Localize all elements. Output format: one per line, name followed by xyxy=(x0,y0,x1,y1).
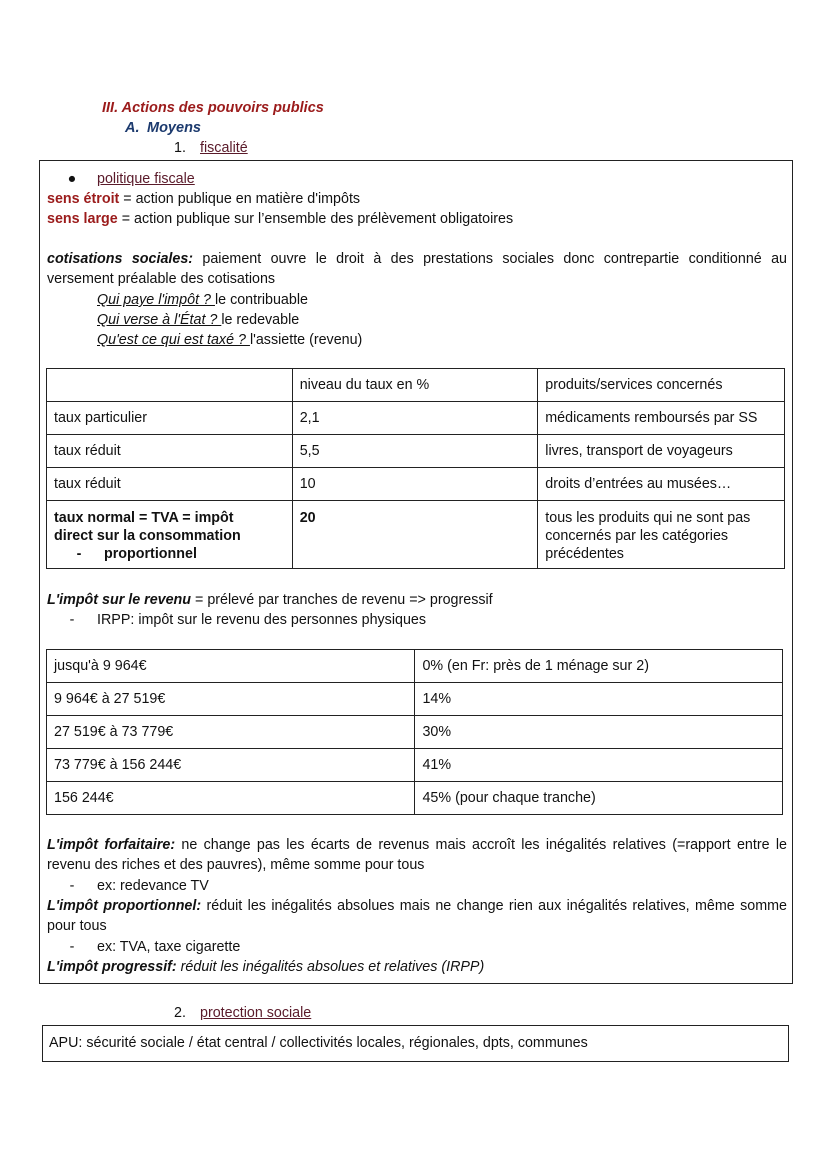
proportionnel-example: ex: TVA, taxe cigarette xyxy=(97,939,241,955)
question-1: Qui paye l'impôt ? xyxy=(97,292,215,308)
table-cell: taux réduit xyxy=(47,435,293,468)
progressif-term: L'impôt progressif: xyxy=(47,959,177,975)
table-cell: 27 519€ à 73 779€ xyxy=(47,716,415,749)
apu-line: APU: sécurité sociale / état central / collectivités locales, régionales, dpts, communes xyxy=(49,1035,588,1051)
dash-marker: - xyxy=(76,546,82,562)
table-row xyxy=(47,468,785,501)
taux-normal-line-2: direct sur la consommation xyxy=(54,528,241,544)
item-label-fiscalite: fiscalité xyxy=(200,140,248,156)
question-line-1 xyxy=(97,290,828,310)
forfaitaire-def: ne change pas les écarts de revenus mais accroît les inégalités relatives (=rapport entre le revenu des riches et des pauvres), même somme pour tous xyxy=(47,837,787,873)
irpp-term: L'impôt sur le revenu xyxy=(47,592,192,608)
dash-marker: - xyxy=(69,612,75,628)
subsection-heading xyxy=(125,120,201,136)
table-cell: droits d’entrées au musées… xyxy=(538,468,785,501)
question-2: Qui verse à l'État ? xyxy=(97,312,222,328)
table-header: niveau du taux en % xyxy=(292,369,538,402)
proportionnel-def: réduit les inégalités absolues mais ne change rien aux inégalités relatives, même somme pour tous xyxy=(47,898,787,934)
forfaitaire-term: L'impôt forfaitaire: xyxy=(47,837,176,853)
irpp-table xyxy=(46,649,783,815)
table-row xyxy=(47,683,783,716)
table-row xyxy=(47,716,783,749)
table-row xyxy=(47,402,785,435)
table-cell: 45% (pour chaque tranche) xyxy=(415,782,783,815)
table-header: produits/services concernés xyxy=(538,369,785,402)
table-cell: 14% xyxy=(415,683,783,716)
table-cell: 9 964€ à 27 519€ xyxy=(47,683,415,716)
table-cell: 5,5 xyxy=(292,435,538,468)
forfaitaire-example-line xyxy=(47,876,787,896)
item-heading-protection-sociale xyxy=(174,1005,311,1021)
table-cell: 41% xyxy=(415,749,783,782)
taux-normal-rate: 20 xyxy=(292,501,538,569)
table-cell: 2,1 xyxy=(292,402,538,435)
table-cell: jusqu'à 9 964€ xyxy=(47,650,415,683)
table-cell: 30% xyxy=(415,716,783,749)
irpp-sub: IRPP: impôt sur le revenu des personnes physiques xyxy=(97,612,427,628)
answer-1: le contribuable xyxy=(214,292,308,308)
question-line-3 xyxy=(97,330,828,350)
sens-etroit-def: = action publique en matière d'impôts xyxy=(119,191,361,207)
table-row xyxy=(47,650,783,683)
cotisations-paragraph xyxy=(47,249,787,289)
irpp-def: = prélevé par tranches de revenu => progressif xyxy=(191,592,493,608)
table-row xyxy=(47,435,785,468)
table-row xyxy=(47,782,783,815)
taux-normal-label xyxy=(47,501,293,569)
question-line-2 xyxy=(97,310,828,330)
proportionnel-paragraph xyxy=(47,896,787,936)
cotisations-term: cotisations sociales: xyxy=(47,251,194,267)
progressif-line xyxy=(47,957,787,977)
sens-large-line xyxy=(47,209,787,229)
progressif-def: réduit les inégalités absolues et relatives (IRPP) xyxy=(176,959,485,975)
sens-etroit-term: sens étroit xyxy=(47,191,120,207)
forfaitaire-example: ex: redevance TV xyxy=(97,878,209,894)
section-heading: III. Actions des pouvoirs publics xyxy=(102,100,324,116)
answer-3: l'assiette (revenu) xyxy=(249,332,363,348)
proportionnel-term: L'impôt proportionnel: xyxy=(47,898,202,914)
table-row xyxy=(47,749,783,782)
sens-large-def: = action publique sur l’ensemble des prélèvement obligatoires xyxy=(117,211,514,227)
subsection-number: A. xyxy=(125,120,140,136)
sens-etroit-line xyxy=(47,189,787,209)
tva-header-row xyxy=(47,369,785,402)
item-number: 1. xyxy=(174,140,186,156)
table-cell: 10 xyxy=(292,468,538,501)
proportionnel-example-line xyxy=(47,937,787,957)
subsection-label: Moyens xyxy=(147,120,201,136)
table-row-taux-normal xyxy=(47,501,785,569)
table-cell: 0% (en Fr: près de 1 ménage sur 2) xyxy=(415,650,783,683)
table-cell: taux particulier xyxy=(47,402,293,435)
table-cell: médicaments remboursés par SS xyxy=(538,402,785,435)
taux-normal-products: tous les produits qui ne sont pas concernés par les catégories précédentes xyxy=(538,501,785,569)
table-cell: taux réduit xyxy=(47,468,293,501)
forfaitaire-paragraph xyxy=(47,835,787,875)
taux-normal-proportionnel: proportionnel xyxy=(104,546,197,562)
answer-2: le redevable xyxy=(221,312,300,328)
irpp-line xyxy=(47,590,787,610)
table-cell: livres, transport de voyageurs xyxy=(538,435,785,468)
sens-large-term: sens large xyxy=(47,211,118,227)
item-heading-fiscalite xyxy=(174,140,248,156)
question-3: Qu'est ce qui est taxé ? xyxy=(97,332,250,348)
item-label-protection-sociale: protection sociale xyxy=(200,1005,312,1021)
politique-fiscale-label: politique fiscale xyxy=(97,171,195,187)
bullet-politique-fiscale xyxy=(47,169,787,189)
item-number: 2. xyxy=(174,1005,186,1021)
table-cell: 73 779€ à 156 244€ xyxy=(47,749,415,782)
dash-marker: - xyxy=(69,878,75,894)
cotisations-def: paiement ouvre le droit à des prestations sociales donc contrepartie conditionné au versement préalable des cotisations xyxy=(47,251,787,287)
table-cell: 156 244€ xyxy=(47,782,415,815)
table-header xyxy=(47,369,293,402)
dash-marker: - xyxy=(69,939,75,955)
irpp-sub-line xyxy=(47,610,787,630)
tva-table xyxy=(46,368,785,569)
taux-normal-line-1: taux normal = TVA = impôt xyxy=(54,510,234,526)
taux-normal-line-3 xyxy=(54,545,285,563)
bullet-icon: ● xyxy=(67,171,77,187)
